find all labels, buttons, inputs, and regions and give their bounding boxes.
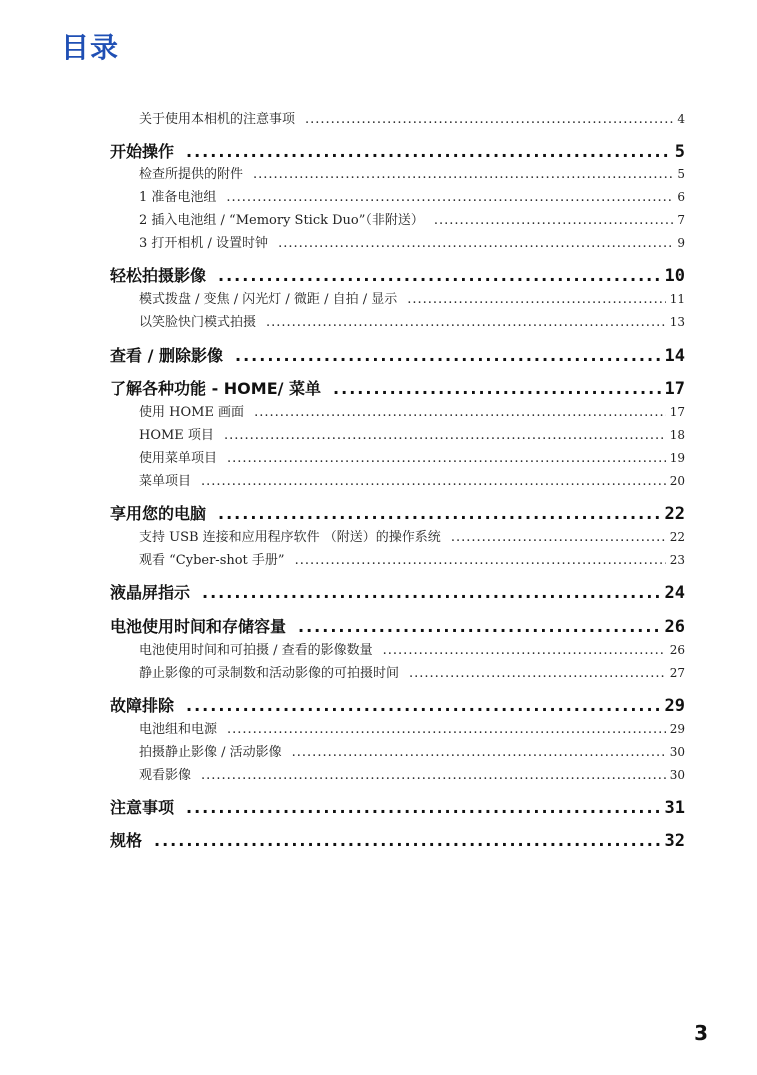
toc-entry-page: 23 — [669, 553, 685, 567]
toc-entry[interactable] — [139, 447, 685, 466]
toc-entry[interactable] — [139, 186, 685, 205]
toc-entry-page: 22 — [669, 530, 685, 544]
toc-section-page: 10 — [664, 266, 685, 286]
toc-entry-page: 18 — [669, 428, 685, 442]
toc-entry-label: 菜单项目 — [139, 474, 192, 489]
toc-entry[interactable] — [139, 718, 685, 737]
toc-dot-leader — [186, 142, 671, 161]
toc-dot-leader — [305, 112, 673, 127]
page-title: 目录 — [61, 31, 120, 64]
toc-entry[interactable] — [139, 549, 685, 568]
toc-dot-leader — [227, 722, 666, 737]
toc-entry-page: 9 — [677, 236, 685, 250]
toc-entry-page: 26 — [669, 643, 685, 657]
toc-entry-page: 27 — [669, 666, 685, 680]
toc-dot-leader — [224, 428, 666, 443]
toc-entry[interactable] — [139, 288, 685, 307]
toc-section-page: 17 — [664, 379, 685, 399]
toc-dot-leader — [333, 379, 660, 398]
toc-section-label: 开始操作 — [110, 142, 175, 161]
toc-entry-label: 支持 USB 连接和应用程序软件 （附送）的操作系统 — [139, 530, 441, 545]
toc-section[interactable] — [110, 828, 685, 851]
toc-entry-page: 20 — [669, 474, 685, 488]
toc-dot-leader — [295, 553, 666, 568]
toc-section-label: 享用您的电脑 — [110, 504, 207, 523]
toc-entry-page: 30 — [669, 745, 685, 759]
toc-section[interactable] — [110, 139, 685, 162]
toc-entry-label: 使用 HOME 画面 — [139, 405, 245, 420]
toc-entry-label: 关于使用本相机的注意事项 — [139, 112, 296, 127]
toc-dot-leader — [218, 266, 661, 285]
toc-entry-page: 5 — [677, 167, 685, 181]
toc-section-page: 24 — [664, 583, 685, 603]
toc-section[interactable] — [110, 580, 685, 603]
toc-entry-page: 6 — [677, 190, 685, 204]
toc-dot-leader — [278, 236, 673, 251]
toc-section-label: 规格 — [110, 831, 143, 850]
toc-section-page: 26 — [664, 617, 685, 637]
toc-dot-leader — [407, 292, 665, 307]
toc-entry-label: 以笑脸快门模式拍摄 — [139, 315, 257, 330]
toc-section[interactable] — [110, 501, 685, 524]
toc-section[interactable] — [110, 795, 685, 818]
toc-entry-label: 拍摄静止影像 / 活动影像 — [139, 745, 282, 760]
toc-dot-leader — [253, 167, 673, 182]
toc-section[interactable] — [110, 376, 685, 399]
toc-entry[interactable] — [139, 764, 685, 783]
toc-dot-leader — [186, 798, 661, 817]
toc-entry[interactable] — [139, 232, 685, 251]
toc-section-label: 了解各种功能 - HOME/ 菜单 — [110, 379, 322, 398]
toc-section-label: 故障排除 — [110, 696, 175, 715]
page-number: 3 — [694, 1021, 708, 1045]
toc-dot-leader — [201, 768, 666, 783]
toc-entry[interactable] — [139, 311, 685, 330]
toc-entry-label: 电池组和电源 — [139, 722, 218, 737]
toc-entry[interactable] — [139, 639, 685, 658]
toc-section-label: 液晶屏指示 — [110, 583, 191, 602]
toc-entry-label: 观看影像 — [139, 768, 192, 783]
toc-dot-leader — [292, 745, 666, 760]
toc-entry[interactable] — [139, 741, 685, 760]
toc-entry-label: 静止影像的可录制数和活动影像的可拍摄时间 — [139, 666, 400, 681]
toc-dot-leader — [254, 405, 666, 420]
toc-entry-label: 1 准备电池组 — [139, 190, 217, 205]
toc-entry-label: 3 打开相机 / 设置时钟 — [139, 236, 269, 251]
toc-entry-label: HOME 项目 — [139, 428, 214, 443]
toc-entry[interactable] — [139, 470, 685, 489]
toc-section[interactable] — [110, 343, 685, 366]
toc-section-page: 22 — [664, 504, 685, 524]
toc-dot-leader — [218, 504, 661, 523]
toc-entry-label: 模式拨盘 / 变焦 / 闪光灯 / 微距 / 自拍 / 显示 — [139, 292, 398, 307]
toc-section-page: 29 — [664, 696, 685, 716]
toc-entry[interactable] — [139, 108, 685, 127]
toc-section-label: 电池使用时间和存储容量 — [110, 617, 287, 636]
toc-dot-leader — [434, 213, 673, 228]
toc-entry-page: 17 — [669, 405, 685, 419]
toc-dot-leader — [226, 190, 673, 205]
toc-section-label: 轻松拍摄影像 — [110, 266, 207, 285]
toc-entry-page: 7 — [677, 213, 685, 227]
toc-dot-leader — [235, 346, 661, 365]
toc-entry[interactable] — [139, 526, 685, 545]
toc-section-page: 14 — [664, 346, 685, 366]
toc-section-label: 查看 / 删除影像 — [110, 346, 223, 365]
toc-dot-leader — [266, 315, 666, 330]
toc-section-label: 注意事项 — [110, 798, 175, 817]
toc-section-page: 5 — [674, 142, 685, 162]
toc-entry[interactable] — [139, 424, 685, 443]
toc-entry[interactable] — [139, 401, 685, 420]
toc-entry-page: 19 — [669, 451, 685, 465]
toc-entry[interactable] — [139, 209, 685, 228]
toc-dot-leader — [154, 831, 661, 850]
toc-entry-label: 观看 “Cyber-shot 手册” — [139, 553, 285, 568]
toc-entry-page: 29 — [669, 722, 685, 736]
toc-section-page: 31 — [664, 798, 685, 818]
toc-section-page: 32 — [664, 831, 685, 851]
toc-dot-leader — [186, 696, 661, 715]
toc-entry-page: 30 — [669, 768, 685, 782]
toc-dot-leader — [383, 643, 666, 658]
toc-entry-label: 电池使用时间和可拍摄 / 查看的影像数量 — [139, 643, 373, 658]
toc-entry-label: 使用菜单项目 — [139, 451, 218, 466]
toc-entry-page: 13 — [669, 315, 685, 329]
toc-dot-leader — [227, 451, 666, 466]
toc-entry-page: 4 — [677, 112, 685, 126]
toc-dot-leader — [298, 617, 661, 636]
toc-dot-leader — [451, 530, 666, 545]
toc-entry[interactable] — [139, 163, 685, 182]
toc-dot-leader — [409, 666, 666, 681]
toc-entry-label: 2 插入电池组 / “Memory Stick Duo”（非附送） — [139, 213, 424, 228]
toc-section[interactable] — [110, 693, 685, 716]
toc-entry-label: 检查所提供的附件 — [139, 167, 244, 182]
toc-dot-leader — [201, 474, 666, 489]
toc-entry-page: 11 — [669, 292, 685, 306]
toc-section[interactable] — [110, 263, 685, 286]
toc-entry[interactable] — [139, 662, 685, 681]
toc-dot-leader — [202, 583, 661, 602]
toc-section[interactable] — [110, 614, 685, 637]
